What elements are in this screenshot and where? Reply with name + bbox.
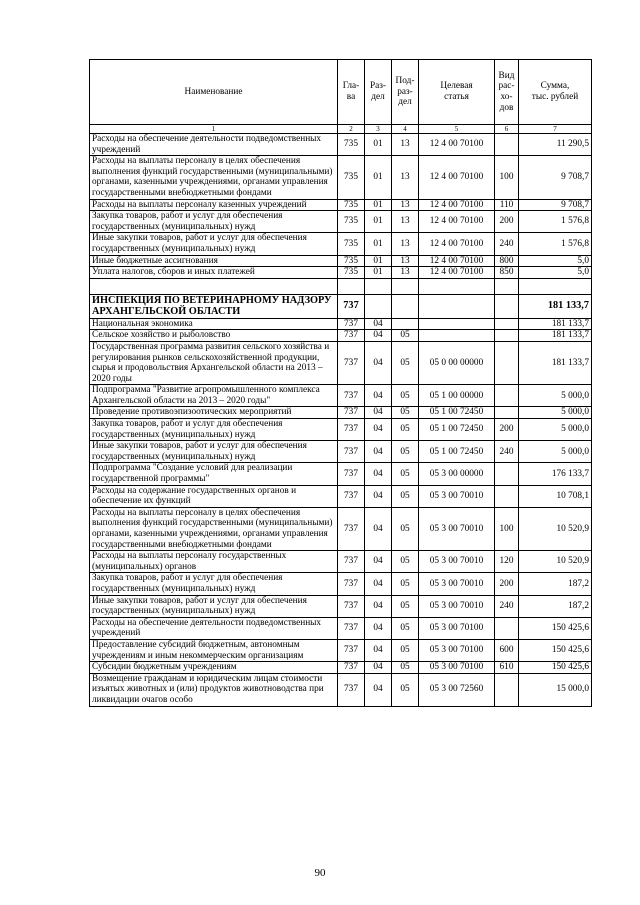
row-expense-type: 600 [495, 639, 519, 661]
row-section: 04 [365, 419, 392, 441]
row-amount: 9 708,7 [519, 199, 592, 211]
row-chapter: 735 [338, 255, 365, 267]
table-row [90, 211, 592, 233]
row-subsection: 05 [392, 617, 419, 639]
row-expense-type: 110 [495, 199, 519, 211]
empty-cell [419, 278, 495, 294]
row-subsection: 05 [392, 441, 419, 463]
table-row [90, 267, 592, 279]
row-chapter: 735 [338, 267, 365, 279]
row-subsection: 05 [392, 595, 419, 617]
row-expense-type: 240 [495, 233, 519, 255]
row-section: 01 [365, 156, 392, 199]
row-amount: 187,2 [519, 595, 592, 617]
row-name: Предоставление субсидий бюджетным, автономным учреждениям и иным некоммерческим организациям [90, 639, 338, 661]
row-target-article: 12 4 00 70100 [419, 267, 495, 279]
row-section: 01 [365, 199, 392, 211]
row-amount: 5 000,0 [519, 407, 592, 419]
row-chapter: 737 [338, 507, 365, 550]
row-section: 01 [365, 267, 392, 279]
row-subsection [392, 294, 419, 318]
row-expense-type [495, 485, 519, 507]
row-chapter: 735 [338, 233, 365, 255]
row-subsection: 05 [392, 673, 419, 706]
row-subsection: 05 [392, 463, 419, 485]
row-expense-type: 850 [495, 267, 519, 279]
row-section: 04 [365, 573, 392, 595]
row-section: 04 [365, 639, 392, 661]
table-row [90, 507, 592, 550]
row-name: Подпрограмма "Создание условий для реализации государственной программы" [90, 463, 338, 485]
row-section: 04 [365, 595, 392, 617]
row-expense-type: 120 [495, 551, 519, 573]
row-amount: 5 000,0 [519, 441, 592, 463]
row-chapter: 735 [338, 211, 365, 233]
row-target-article: 05 1 00 72450 [419, 407, 495, 419]
header-amount: Сумма, тыс. рублей [519, 60, 592, 125]
row-name: Сельское хозяйство и рыболовство [90, 330, 338, 342]
row-expense-type [495, 134, 519, 156]
row-amount: 176 133,7 [519, 463, 592, 485]
section-header-row [90, 294, 592, 318]
row-amount: 5 000,0 [519, 419, 592, 441]
row-target-article: 12 4 00 70100 [419, 134, 495, 156]
table-row [90, 617, 592, 639]
row-subsection: 13 [392, 267, 419, 279]
table-row [90, 639, 592, 661]
row-amount: 1 576,8 [519, 233, 592, 255]
row-chapter: 735 [338, 199, 365, 211]
row-expense-type: 100 [495, 507, 519, 550]
row-target-article: 05 3 00 70010 [419, 507, 495, 550]
header-subsection: Под- раз- дел [392, 60, 419, 125]
row-name: Расходы на выплаты персоналу в целях обеспечения выполнения функций государственными (муниципальными) органами, казенными учреждениями, органами управления государственными внебюджетными фондами [90, 507, 338, 550]
table-row [90, 551, 592, 573]
row-name: Иные бюджетные ассигнования [90, 255, 338, 267]
row-chapter: 737 [338, 330, 365, 342]
row-subsection: 05 [392, 419, 419, 441]
column-number: 7 [519, 125, 592, 134]
row-target-article: 05 3 00 70010 [419, 485, 495, 507]
row-name: Проведение противоэпизоотических мероприятий [90, 407, 338, 419]
row-subsection: 05 [392, 551, 419, 573]
row-subsection: 05 [392, 639, 419, 661]
empty-cell [519, 278, 592, 294]
row-section [365, 294, 392, 318]
row-name: Закупка товаров, работ и услуг для обеспечения государственных (муниципальных) нужд [90, 211, 338, 233]
row-name: Государственная программа развития сельского хозяйства и регулирования рынков сельскохозяйственной продукции, сырья и продовольствия Архангельской области на 2013 – 2020 годы [90, 341, 338, 384]
row-name: Иные закупки товаров, работ и услуг для обеспечения государственных (муниципальных) нужд [90, 595, 338, 617]
row-expense-type [495, 385, 519, 407]
table-row [90, 407, 592, 419]
row-chapter: 737 [338, 617, 365, 639]
row-target-article: 05 1 00 72450 [419, 441, 495, 463]
row-amount: 5,0 [519, 267, 592, 279]
spacer-row [90, 278, 592, 294]
row-subsection: 13 [392, 233, 419, 255]
row-expense-type [495, 673, 519, 706]
table-row [90, 662, 592, 674]
row-name: Закупка товаров, работ и услуг для обеспечения государственных (муниципальных) нужд [90, 419, 338, 441]
row-amount: 1 576,8 [519, 211, 592, 233]
row-amount: 150 425,6 [519, 617, 592, 639]
row-subsection: 05 [392, 507, 419, 550]
row-amount: 15 000,0 [519, 673, 592, 706]
row-chapter: 737 [338, 673, 365, 706]
row-subsection: 05 [392, 485, 419, 507]
row-chapter: 737 [338, 419, 365, 441]
empty-cell [365, 278, 392, 294]
row-section: 04 [365, 330, 392, 342]
header-row [90, 60, 592, 125]
column-number: 1 [90, 125, 338, 134]
row-target-article: 05 3 00 70100 [419, 617, 495, 639]
row-chapter: 737 [338, 551, 365, 573]
column-number: 5 [419, 125, 495, 134]
row-target-article: 12 4 00 70100 [419, 199, 495, 211]
row-expense-type [495, 318, 519, 330]
row-amount: 10 520,9 [519, 551, 592, 573]
row-subsection: 13 [392, 255, 419, 267]
row-section: 04 [365, 385, 392, 407]
column-number: 3 [365, 125, 392, 134]
row-target-article: 05 1 00 72450 [419, 419, 495, 441]
empty-cell [495, 278, 519, 294]
header-expense-type: Вид рас- хо- дов [495, 60, 519, 125]
row-target-article: 12 4 00 70100 [419, 233, 495, 255]
table-row [90, 573, 592, 595]
row-chapter: 737 [338, 441, 365, 463]
row-section: 04 [365, 507, 392, 550]
row-section: 04 [365, 441, 392, 463]
row-section: 04 [365, 617, 392, 639]
row-name: Расходы на выплаты персоналу в целях обеспечения выполнения функций государственными (муниципальными) органами, казенными учреждениями, органами управления государственными внебюджетными фондами [90, 156, 338, 199]
row-target-article: 05 3 00 00000 [419, 463, 495, 485]
row-target-article: 12 4 00 70100 [419, 211, 495, 233]
row-subsection: 05 [392, 573, 419, 595]
row-amount: 181 133,7 [519, 318, 592, 330]
row-amount: 187,2 [519, 573, 592, 595]
table-row [90, 318, 592, 330]
row-name: Расходы на обеспечение деятельности подведомственных учреждений [90, 134, 338, 156]
row-target-article: 05 3 00 70100 [419, 639, 495, 661]
header-name: Наименование [90, 60, 338, 125]
row-section: 04 [365, 318, 392, 330]
table-row [90, 341, 592, 384]
row-target-article [419, 330, 495, 342]
row-chapter: 735 [338, 156, 365, 199]
row-expense-type: 200 [495, 419, 519, 441]
row-subsection: 05 [392, 385, 419, 407]
row-expense-type [495, 330, 519, 342]
row-section: 04 [365, 662, 392, 674]
row-amount: 10 708,1 [519, 485, 592, 507]
row-section: 04 [365, 463, 392, 485]
row-amount: 5,0 [519, 255, 592, 267]
page-number: 90 [314, 867, 326, 879]
row-subsection [392, 318, 419, 330]
table-row [90, 595, 592, 617]
table-row [90, 330, 592, 342]
row-expense-type [495, 407, 519, 419]
table-row [90, 134, 592, 156]
row-target-article: 12 4 00 70100 [419, 156, 495, 199]
row-expense-type: 240 [495, 595, 519, 617]
row-target-article: 05 3 00 70010 [419, 595, 495, 617]
table-row [90, 441, 592, 463]
row-amount: 181 133,7 [519, 341, 592, 384]
row-amount: 9 708,7 [519, 156, 592, 199]
row-expense-type [495, 294, 519, 318]
table-row [90, 673, 592, 706]
table-row [90, 199, 592, 211]
row-name: Расходы на обеспечение деятельности подведомственных учреждений [90, 617, 338, 639]
empty-cell [90, 278, 338, 294]
row-name: Возмещение гражданам и юридическим лицам стоимости изъятых животных и (или) продуктов животноводства при ликвидации очагов особо [90, 673, 338, 706]
row-chapter: 737 [338, 385, 365, 407]
row-name: Подпрограмма "Развитие агропромышленного комплекса Архангельской области на 2013 – 2020 годы" [90, 385, 338, 407]
row-chapter: 737 [338, 318, 365, 330]
row-section: 01 [365, 211, 392, 233]
row-chapter: 735 [338, 134, 365, 156]
row-expense-type: 610 [495, 662, 519, 674]
row-section: 04 [365, 551, 392, 573]
row-name: Расходы на выплаты персоналу государственных (муниципальных) органов [90, 551, 338, 573]
table-row [90, 485, 592, 507]
table-row [90, 156, 592, 199]
row-chapter: 737 [338, 341, 365, 384]
row-chapter: 737 [338, 294, 365, 318]
row-name: Расходы на выплаты персоналу казенных учреждений [90, 199, 338, 211]
row-name: Расходы на содержание государственных органов и обеспечение их функций [90, 485, 338, 507]
row-section: 04 [365, 673, 392, 706]
row-chapter: 737 [338, 407, 365, 419]
column-number: 2 [338, 125, 365, 134]
row-subsection: 05 [392, 330, 419, 342]
row-expense-type: 200 [495, 211, 519, 233]
row-section: 01 [365, 233, 392, 255]
row-amount: 181 133,7 [519, 294, 592, 318]
row-target-article: 05 3 00 70100 [419, 662, 495, 674]
row-expense-type [495, 463, 519, 485]
row-amount: 5 000,0 [519, 385, 592, 407]
row-chapter: 737 [338, 573, 365, 595]
header-section: Раз- дел [365, 60, 392, 125]
row-target-article: 05 1 00 00000 [419, 385, 495, 407]
row-target-article: 05 3 00 72560 [419, 673, 495, 706]
row-name: Уплата налогов, сборов и иных платежей [90, 267, 338, 279]
row-name: Субсидии бюджетным учреждениям [90, 662, 338, 674]
table-row [90, 385, 592, 407]
header-target: Целевая статья [419, 60, 495, 125]
column-number-row [90, 125, 592, 134]
row-subsection: 13 [392, 199, 419, 211]
row-target-article [419, 294, 495, 318]
row-amount: 10 520,9 [519, 507, 592, 550]
empty-cell [392, 278, 419, 294]
row-name: Закупка товаров, работ и услуг для обеспечения государственных (муниципальных) нужд [90, 573, 338, 595]
row-section: 01 [365, 255, 392, 267]
row-subsection: 13 [392, 211, 419, 233]
row-name: ИНСПЕКЦИЯ ПО ВЕТЕРИНАРНОМУ НАДЗОРУ АРХАНГЕЛЬСКОЙ ОБЛАСТИ [90, 294, 338, 318]
budget-table [89, 59, 592, 707]
empty-cell [338, 278, 365, 294]
row-expense-type: 200 [495, 573, 519, 595]
row-target-article: 05 3 00 70010 [419, 551, 495, 573]
table-row [90, 255, 592, 267]
row-amount: 11 290,5 [519, 134, 592, 156]
row-target-article: 12 4 00 70100 [419, 255, 495, 267]
column-number: 6 [495, 125, 519, 134]
row-subsection: 05 [392, 407, 419, 419]
row-expense-type [495, 617, 519, 639]
row-section: 04 [365, 341, 392, 384]
row-amount: 181 133,7 [519, 330, 592, 342]
row-section: 04 [365, 407, 392, 419]
row-amount: 150 425,6 [519, 639, 592, 661]
row-subsection: 05 [392, 662, 419, 674]
row-chapter: 737 [338, 463, 365, 485]
row-chapter: 737 [338, 662, 365, 674]
row-section: 04 [365, 485, 392, 507]
row-target-article: 05 0 00 00000 [419, 341, 495, 384]
table-row [90, 419, 592, 441]
header-chapter: Гла- ва [338, 60, 365, 125]
row-subsection: 05 [392, 341, 419, 384]
row-section: 01 [365, 134, 392, 156]
row-name: Иные закупки товаров, работ и услуг для обеспечения государственных (муниципальных) нужд [90, 441, 338, 463]
row-chapter: 737 [338, 595, 365, 617]
row-chapter: 737 [338, 639, 365, 661]
row-subsection: 13 [392, 156, 419, 199]
row-expense-type: 800 [495, 255, 519, 267]
row-amount: 150 425,6 [519, 662, 592, 674]
row-expense-type [495, 341, 519, 384]
row-subsection: 13 [392, 134, 419, 156]
table-row [90, 463, 592, 485]
row-chapter: 737 [338, 485, 365, 507]
row-expense-type: 240 [495, 441, 519, 463]
row-expense-type: 100 [495, 156, 519, 199]
row-target-article: 05 3 00 70010 [419, 573, 495, 595]
column-number: 4 [392, 125, 419, 134]
row-name: Национальная экономика [90, 318, 338, 330]
row-target-article [419, 318, 495, 330]
row-name: Иные закупки товаров, работ и услуг для обеспечения государственных (муниципальных) нужд [90, 233, 338, 255]
table-row [90, 233, 592, 255]
